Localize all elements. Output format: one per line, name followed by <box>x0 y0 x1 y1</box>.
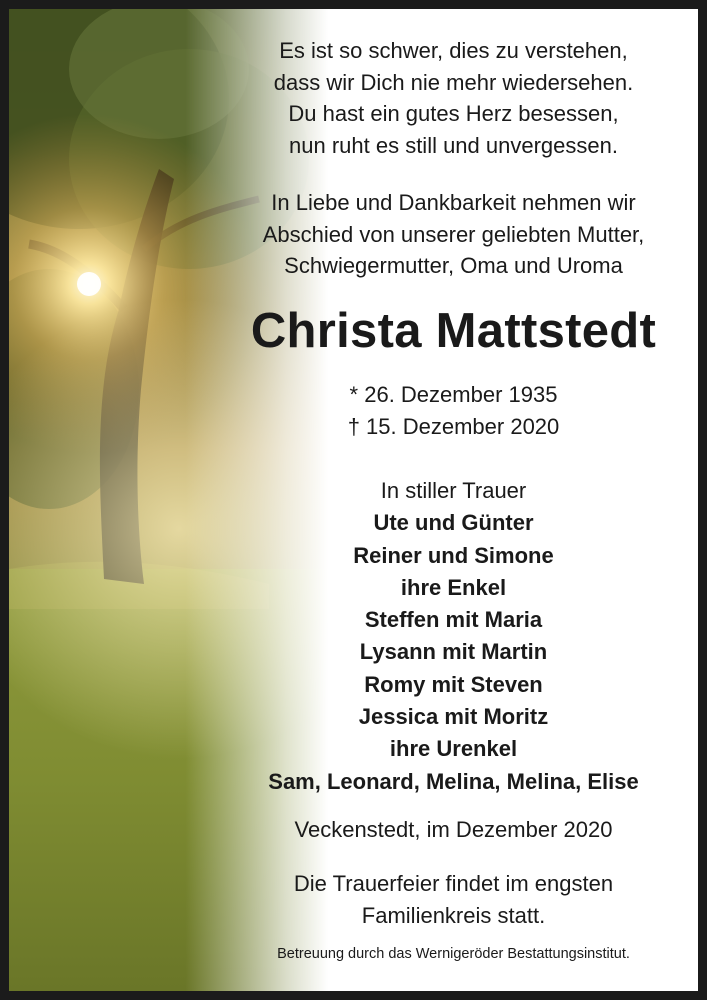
birth-date: * 26. Dezember 1935 <box>349 382 558 407</box>
life-dates <box>209 379 698 443</box>
poem-line: Es ist so schwer, dies zu verstehen, <box>279 38 628 63</box>
deceased-name: Christa Mattstedt <box>250 304 657 358</box>
funeral-home-credit: Betreuung durch das Wernigeröder Bestattungsinstitut. <box>277 946 630 962</box>
intro-line: In Liebe und Dankbarkeit nehmen wir <box>271 190 636 215</box>
notice-text <box>209 9 698 991</box>
mourner-line: Romy mit Steven <box>364 671 543 697</box>
poem-line: dass wir Dich nie mehr wiedersehen. <box>273 69 634 95</box>
poem-verse <box>209 35 698 161</box>
mourners-list <box>209 475 698 798</box>
mourner-line: Reiner und Simone <box>353 542 554 568</box>
poem-line: nun ruht es still und unvergessen. <box>289 132 618 158</box>
place-date: Veckenstedt, im Dezember 2020 <box>294 817 613 842</box>
mourner-line: Lysann mit Martin <box>359 639 548 665</box>
poem-line: Du hast ein gutes Herz besessen, <box>288 101 619 126</box>
death-date: † 15. Dezember 2020 <box>347 414 560 439</box>
ceremony-line: Die Trauerfeier findet im engsten <box>293 871 614 896</box>
mourner-line: Steffen mit Maria <box>364 607 543 633</box>
mourner-line: Jessica mit Moritz <box>358 704 549 730</box>
notice-card <box>9 9 698 991</box>
mourner-line: ihre Urenkel <box>389 736 518 762</box>
mourner-line: Ute und Günter <box>373 510 534 536</box>
ceremony-info <box>209 868 698 931</box>
mourning-heading: In stiller Trauer <box>380 478 527 503</box>
intro-line: Schwiegermutter, Oma und Uroma <box>284 253 623 278</box>
mourner-line: Sam, Leonard, Melina, Melina, Elise <box>268 768 639 794</box>
farewell-intro <box>209 187 698 282</box>
mourner-line: ihre Enkel <box>400 574 507 600</box>
ceremony-line: Familienkreis statt. <box>361 902 546 928</box>
intro-line: Abschied von unserer geliebten Mutter, <box>262 221 645 247</box>
